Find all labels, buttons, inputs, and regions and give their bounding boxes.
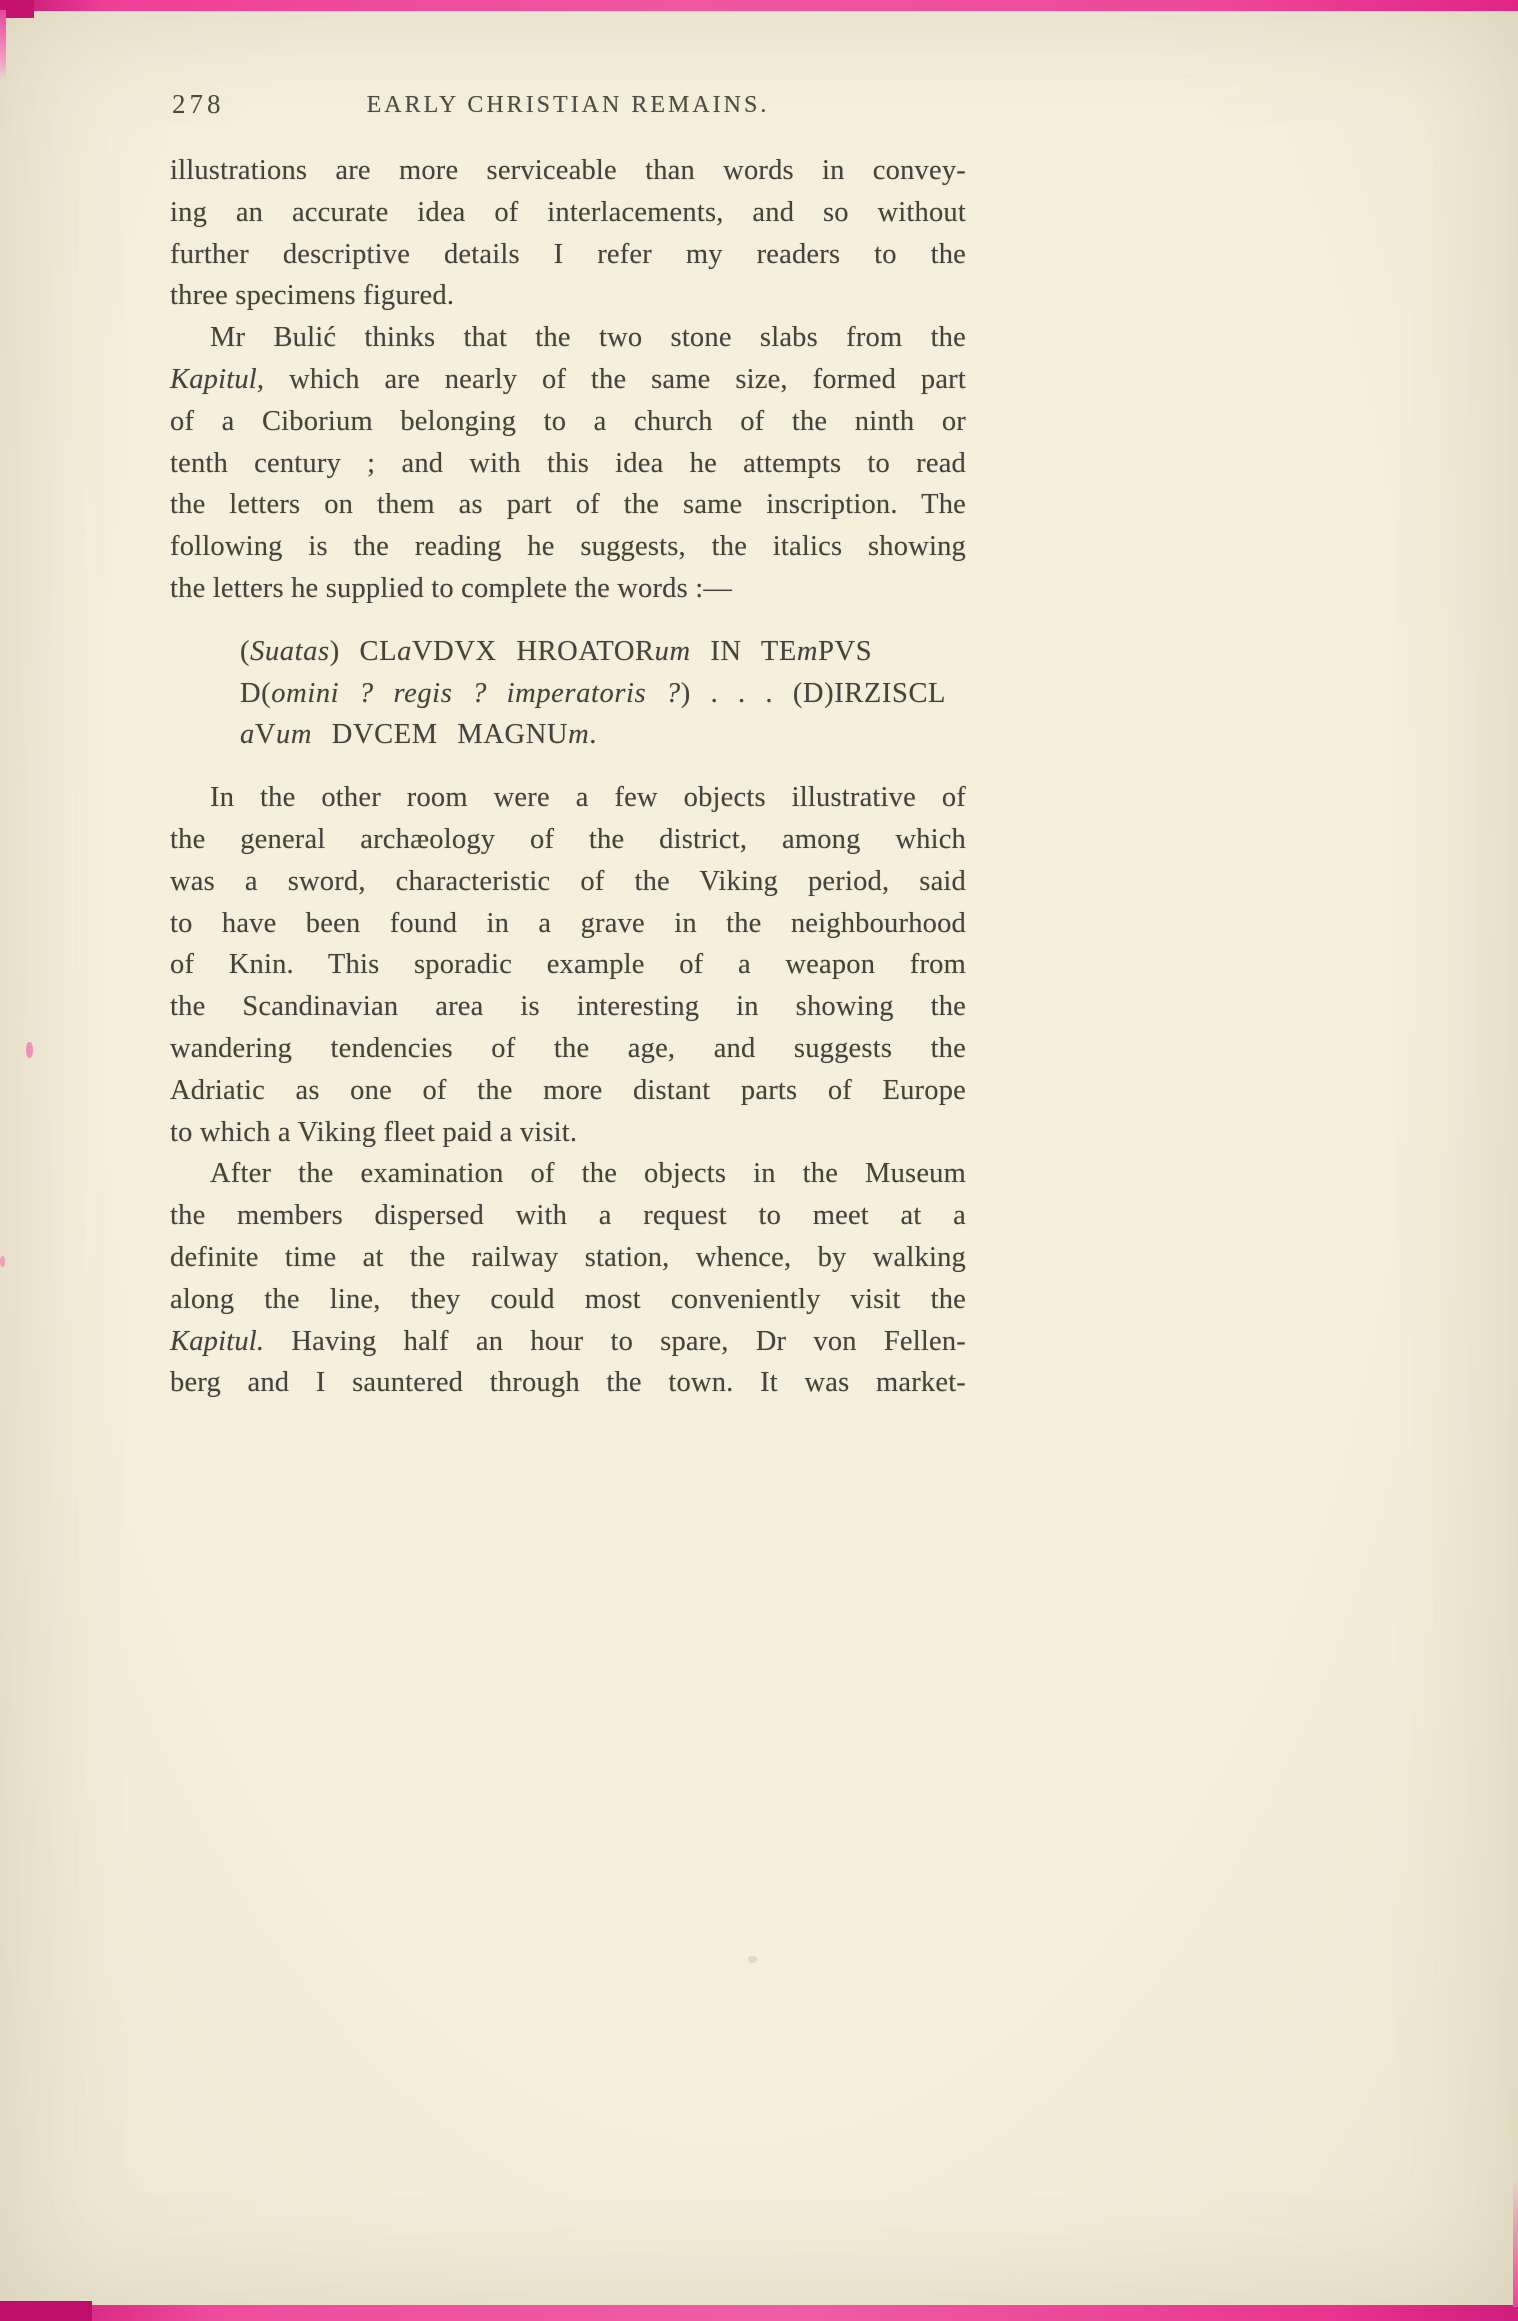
paragraph (170, 1153, 966, 1404)
text-line: to have been found in a grave in the neighbourhood (170, 907, 966, 939)
text-line: D(omini ? regis ? imperatoris ?) . . . (D)IRZISCL (240, 677, 947, 709)
text-line: was a sword, characteristic of the Viking period, said (170, 865, 966, 897)
text-line: Kapitul. Having half an hour to spare, Dr von Fellen- (170, 1325, 966, 1357)
scan-edge-right (1513, 2177, 1518, 2307)
scan-edge-bottom-corner (0, 2301, 92, 2321)
text-line: further descriptive details I refer my readers to the (170, 238, 966, 270)
text-line: Kapitul, which are nearly of the same size, formed part (170, 363, 966, 395)
text-line: the general archæology of the district, among which (170, 823, 966, 855)
text-line: the letters on them as part of the same inscription. The (170, 489, 966, 521)
text-line: aVum DVCEM MAGNUm. (240, 719, 597, 751)
text-line: the members dispersed with a request to meet at a (170, 1200, 966, 1232)
text-line: In the other room were a few objects illustrative of (210, 782, 966, 814)
text-line: three specimens figured. (170, 280, 455, 312)
text-line: Adriatic as one of the more distant parts of Europe (170, 1074, 966, 1106)
text-line: the letters he supplied to complete the words :— (170, 572, 733, 604)
text-line: of a Ciborium belonging to a church of the ninth or (170, 405, 966, 437)
text-line: definite time at the railway station, whence, by walking (170, 1241, 966, 1273)
text-line: the Scandinavian area is interesting in showing the (170, 991, 966, 1023)
page-number: 278 (172, 89, 225, 119)
page-body (170, 150, 966, 1404)
text-line: of Knin. This sporadic example of a weapon from (170, 949, 966, 981)
paragraph (170, 777, 966, 1153)
text-line: tenth century ; and with this idea he attempts to read (170, 447, 966, 479)
scan-edge-bottom (0, 2305, 1518, 2321)
scan-edge-top (0, 0, 1518, 11)
scan-edge-top-corner (0, 0, 34, 18)
paragraph (170, 317, 966, 610)
scan-artifact (26, 1042, 33, 1058)
text-line: After the examination of the objects in the Museum (210, 1158, 966, 1190)
text-line: along the line, they could most conveniently visit the (170, 1283, 966, 1315)
text-line: (Suatas) CLaVDVX HROATORum IN TEmPVS (240, 635, 873, 667)
text-line: ing an accurate idea of interlacements, and so without (170, 196, 966, 228)
page-header (170, 88, 966, 122)
paragraph (170, 150, 966, 317)
text-line: following is the reading he suggests, the italics showing (170, 531, 966, 563)
text-line: wandering tendencies of the age, and suggests the (170, 1032, 966, 1064)
scan-edge-left (0, 10, 6, 80)
scan-artifact (748, 1956, 757, 1963)
text-line: to which a Viking fleet paid a visit. (170, 1116, 578, 1148)
text-line: Mr Bulić thinks that the two stone slabs from the (210, 322, 966, 354)
scan-artifact (0, 1256, 5, 1267)
running-head: EARLY CHRISTIAN REMAINS. (366, 92, 770, 118)
text-line: berg and I sauntered through the town. It was market- (170, 1367, 966, 1399)
text-line: illustrations are more serviceable than words in convey- (170, 155, 966, 186)
inscription-quote (170, 631, 966, 756)
